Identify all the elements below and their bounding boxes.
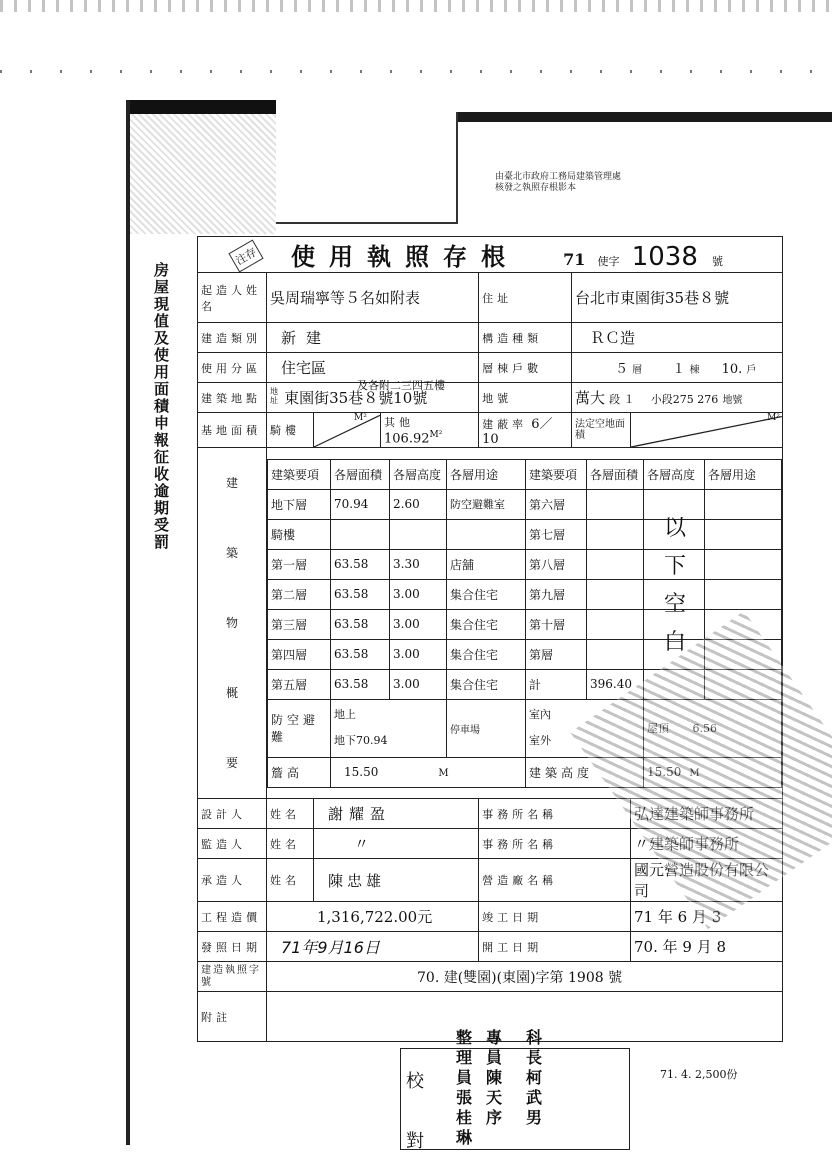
grid-cell: 第層 bbox=[526, 639, 587, 669]
ratio-cell: 建蔽率 6／10 bbox=[479, 413, 572, 448]
designer-office-label: 事務所名稱 bbox=[479, 799, 631, 829]
title-cell bbox=[198, 237, 783, 273]
grid-header: 各層用途 bbox=[705, 459, 782, 489]
lot-label: 地號 bbox=[479, 383, 572, 413]
shelter-values: 地上 地下70.94 bbox=[331, 699, 447, 757]
blank-paper-patch bbox=[276, 112, 458, 224]
issue-label: 發照日期 bbox=[198, 932, 267, 962]
side-note: 房屋現值及使用面積申報征收逾期受罰 bbox=[154, 261, 170, 551]
grid-cell: 3.00 bbox=[390, 639, 447, 669]
check-label: 校對 bbox=[406, 1071, 424, 1152]
contractor-name-label: 姓名 bbox=[267, 859, 314, 902]
grid-header: 各層高度 bbox=[390, 459, 447, 489]
grid-cell: 63.58 bbox=[331, 549, 390, 579]
license-form bbox=[197, 236, 783, 1042]
remark-label: 附註 bbox=[198, 992, 267, 1042]
start-label: 開工日期 bbox=[479, 932, 631, 962]
license-number: 1038 bbox=[631, 242, 698, 272]
page-title: 使用執照存根 bbox=[291, 242, 519, 271]
floors-label: 層棟戶數 bbox=[479, 353, 572, 383]
grid-cell bbox=[587, 519, 644, 549]
floors-value: ５ 層 １ 棟 10. 戶 bbox=[572, 353, 783, 383]
grid-cell: 集合住宅 bbox=[447, 579, 526, 609]
done-label: 竣工日期 bbox=[479, 902, 631, 932]
builder-label: 起造人姓名 bbox=[198, 273, 267, 323]
overview-side: 建 築 物 概 要 bbox=[198, 448, 267, 799]
grid-cell: 集合住宅 bbox=[447, 639, 526, 669]
supervisor-office: 〃建築師事務所 bbox=[631, 829, 783, 859]
designer-name: 謝耀盈 bbox=[314, 799, 479, 829]
table-row bbox=[268, 549, 782, 579]
grid-cell: 第六層 bbox=[526, 489, 587, 519]
designer-office: 弘達建築師事務所 bbox=[631, 799, 783, 829]
check-box bbox=[400, 1048, 630, 1150]
address-value: 台北市東園街35巷８號 bbox=[572, 273, 783, 323]
grid-cell: 集合住宅 bbox=[447, 669, 526, 699]
supervisor-label: 監造人 bbox=[198, 829, 267, 859]
roof-cell: 屋頂 6.56 bbox=[644, 699, 782, 757]
grid-cell bbox=[705, 519, 782, 549]
grid-cell: 店舖 bbox=[447, 549, 526, 579]
grid-cell: 3.00 bbox=[390, 669, 447, 699]
permit-value: 70. 建(雙園)(東園)字第 1908 號 bbox=[267, 962, 783, 992]
grid-cell: 第一層 bbox=[268, 549, 331, 579]
grid-cell bbox=[587, 639, 644, 669]
supervisor-name-label: 姓名 bbox=[267, 829, 314, 859]
grid-cell: 2.60 bbox=[390, 489, 447, 519]
grid-header: 各層用途 bbox=[447, 459, 526, 489]
grid-cell: 3.30 bbox=[390, 549, 447, 579]
grid-cell: 63.58 bbox=[331, 669, 390, 699]
designer-label: 設計人 bbox=[198, 799, 267, 829]
seal-chief: 科長柯武男 bbox=[526, 1028, 543, 1127]
corner-stamp: 注存 bbox=[228, 239, 263, 272]
zone-label: 使用分區 bbox=[198, 353, 267, 383]
grid-cell: 第九層 bbox=[526, 579, 587, 609]
arcade-value: M² bbox=[314, 413, 381, 448]
table-row bbox=[268, 579, 782, 609]
area-label: 基地面積 bbox=[198, 413, 267, 448]
seal-officer: 專員陳天序 bbox=[486, 1028, 503, 1127]
grid-cell: 第五層 bbox=[268, 669, 331, 699]
scan-border-top bbox=[126, 100, 276, 114]
site-address: 地址 東園街35巷８號10號 及各附二三四五樓 bbox=[267, 383, 479, 413]
supervisor-office-label: 事務所名稱 bbox=[479, 829, 631, 859]
eaves-label: 簷高 bbox=[268, 757, 331, 787]
grid-cell: 計 bbox=[526, 669, 587, 699]
grid-cell bbox=[390, 519, 447, 549]
grid-cell bbox=[705, 489, 782, 519]
eaves-value: 15.50 M bbox=[331, 757, 526, 787]
license-prefix: 使字 bbox=[597, 255, 620, 268]
other-cell: 其他 $106.92^{M^2}$ bbox=[381, 413, 479, 448]
contractor-firm: 國元營造股份有限公司 bbox=[631, 859, 783, 902]
done-value: 71 年 6 月 3 bbox=[631, 902, 783, 932]
grid-cell: 第七層 bbox=[526, 519, 587, 549]
grid-cell: 第十層 bbox=[526, 609, 587, 639]
designer-name-label: 姓名 bbox=[267, 799, 314, 829]
grid-cell bbox=[705, 579, 782, 609]
table-row bbox=[268, 489, 782, 519]
scan-noise-patch bbox=[130, 114, 276, 234]
grid-cell: 396.40 bbox=[587, 669, 644, 699]
height-value: 15.50 M bbox=[644, 757, 782, 787]
supervisor-name: 〃 bbox=[314, 829, 479, 859]
contractor-label: 承造人 bbox=[198, 859, 267, 902]
grid-header: 各層面積 bbox=[587, 459, 644, 489]
grid-cell: 第八層 bbox=[526, 549, 587, 579]
cost-value: 1,316,722.00元 bbox=[267, 902, 479, 932]
grid-cell: 防空避難室 bbox=[447, 489, 526, 519]
top-stamp: 由臺北市政府工務局建築管理處 核發之執照存根影本 bbox=[495, 172, 622, 193]
cost-label: 工程造價 bbox=[198, 902, 267, 932]
fixed-area-value: M² bbox=[631, 413, 783, 448]
fixed-area-label: 法定空地面積 bbox=[572, 413, 631, 448]
grid-cell: 第三層 bbox=[268, 609, 331, 639]
grid-cell: 70.94 bbox=[331, 489, 390, 519]
grid-cell bbox=[587, 489, 644, 519]
scan-border-left bbox=[126, 100, 130, 1145]
lot-value: 萬大 段 １ 小段275 276 地號 bbox=[572, 383, 783, 413]
address-label: 住址 bbox=[479, 273, 572, 323]
builder-value: 吳周瑞寧等５名如附表 bbox=[267, 273, 479, 323]
grid-header: 建築要項 bbox=[526, 459, 587, 489]
remark-value bbox=[267, 992, 783, 1042]
height-label: 建築高度 bbox=[526, 757, 644, 787]
table-row bbox=[268, 519, 782, 549]
empty-note: 以下空白 bbox=[663, 516, 686, 655]
grid-cell: 第二層 bbox=[268, 579, 331, 609]
parking-label: 停車場 bbox=[447, 699, 526, 757]
parking-values: 室內 室外 bbox=[526, 699, 644, 757]
structure-label: 構造種類 bbox=[479, 323, 572, 353]
site-label: 建築地點 bbox=[198, 383, 267, 413]
seal-clerk: 整理員張桂琳 bbox=[456, 1028, 473, 1147]
grid-header: 各層高度 bbox=[644, 459, 705, 489]
grid-cell bbox=[705, 549, 782, 579]
contractor-firm-label: 營造廠名稱 bbox=[479, 859, 631, 902]
structure-value: ＲＣ造 bbox=[572, 323, 783, 353]
contractor-name: 陳忠雄 bbox=[314, 859, 479, 902]
grid-cell bbox=[587, 579, 644, 609]
grid-cell: 3.00 bbox=[390, 579, 447, 609]
shelter-label: 防空避難 bbox=[268, 699, 331, 757]
build-type-label: 建造類別 bbox=[198, 323, 267, 353]
license-year: 71 bbox=[563, 250, 586, 269]
grid-cell: 集合住宅 bbox=[447, 609, 526, 639]
grid-cell: 63.58 bbox=[331, 579, 390, 609]
grid-cell: 地下層 bbox=[268, 489, 331, 519]
build-type-value: 新建 bbox=[267, 323, 479, 353]
scan-noise-top bbox=[0, 0, 832, 12]
grid-cell bbox=[331, 519, 390, 549]
issue-value: 71年9月16日 bbox=[267, 932, 479, 962]
table-row bbox=[268, 609, 782, 639]
print-note: 71. 4. 2,500份 bbox=[660, 1068, 738, 1081]
grid-cell bbox=[587, 549, 644, 579]
grid-cell: 3.00 bbox=[390, 609, 447, 639]
license-suffix: 號 bbox=[712, 255, 723, 268]
scan-noise-line bbox=[0, 70, 832, 73]
grid-cell: 騎樓 bbox=[268, 519, 331, 549]
grid-cell: 63.58 bbox=[331, 639, 390, 669]
permit-label: 建造執照字號 bbox=[198, 962, 267, 992]
arcade-label: 騎樓 bbox=[267, 413, 314, 448]
grid-cell bbox=[447, 519, 526, 549]
start-value: 70. 年 9 月 8 bbox=[631, 932, 783, 962]
grid-cell bbox=[587, 609, 644, 639]
zone-value: 住宅區 bbox=[267, 353, 479, 383]
grid-header: 建築要項 bbox=[268, 459, 331, 489]
grid-cell: 63.58 bbox=[331, 609, 390, 639]
grid-header: 各層面積 bbox=[331, 459, 390, 489]
grid-cell: 第四層 bbox=[268, 639, 331, 669]
